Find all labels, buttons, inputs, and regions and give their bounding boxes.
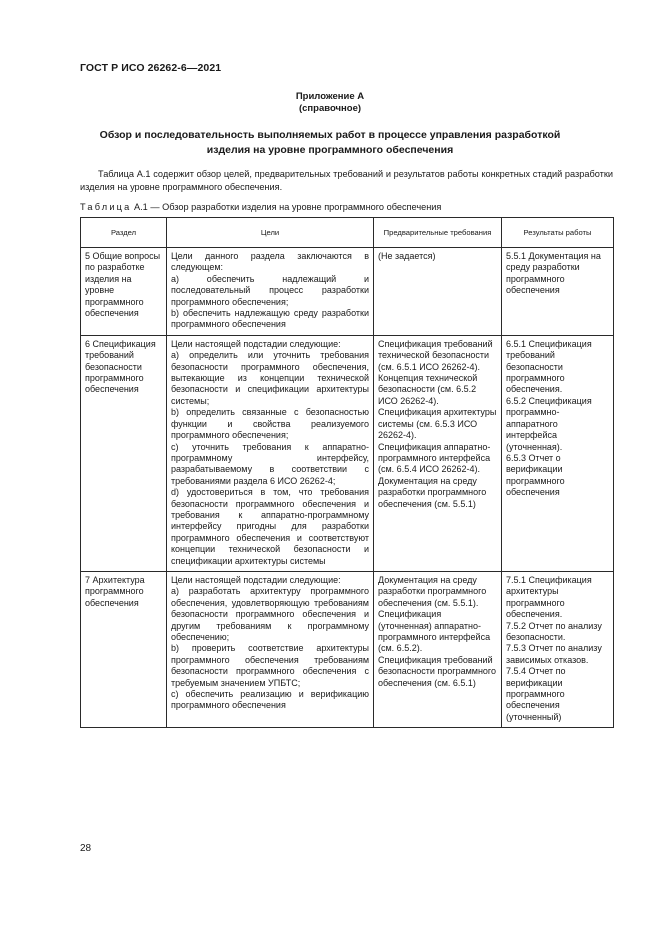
table-row [81,571,614,727]
section-heading: Обзор и последовательность выполняемых работ в процессе управления разработкой изделия на уровне программного обеспечения [99,129,561,156]
table-row [81,335,614,571]
annex-title: Приложение А [295,91,365,102]
column-header-results: Результаты работы [502,218,614,248]
cell-results: 7.5.1 Спецификация архитектуры программного обеспечения. 7.5.2 Отчет по анализу безопасности. 7.5.3 Отчет по анализу зависимых отказов. 7.5.4 Отчет по верификации программного обеспечения (уточненный) [502,571,614,727]
table-caption [80,202,441,212]
cell-prerequisites: Документация на среду разработки программного обеспечения (см. 5.5.1). Спецификация (уточненная) аппаратно-программного интерфейса (см. 6.5.2). Спецификация требований безопасности программного обеспечения (см. 6.5.1) [374,571,502,727]
column-header-goals: Цели [167,218,374,248]
cell-results: 6.5.1 Спецификация требований безопасности программного обеспечения. 6.5.2 Спецификация программно-аппаратного интерфейса (уточненная). 6.5.3 Отчет о верификации программного обеспечения [502,335,614,571]
table-row [81,248,614,336]
cell-section: 5 Общие вопросы по разработке изделия на уровне программного обеспечения [81,248,167,336]
overview-table [80,217,614,728]
cell-goals: Цели данного раздела заключаются в следующем: а) обеспечить надлежащий и последовательный процесс разработки программного обеспечения; b) обеспечить надлежащую среду разработки программного обеспечения [167,248,374,336]
table-caption-text: А.1 — Обзор разработки изделия на уровне программного обеспечения [134,202,442,212]
annex-subtitle: (справочное) [298,103,362,114]
column-header-section: Раздел [81,218,167,248]
intro-paragraph: Таблица А.1 содержит обзор целей, предварительных требований и результатов работы конкретных стадий разработки изделия на уровне программного обеспечения. [80,169,613,192]
cell-prerequisites: (Не задается) [374,248,502,336]
cell-prerequisites: Спецификация требований технической безопасности (см. 6.5.1 ИСО 26262-4). Концепция технической безопасности (см. 6.5.2 ИСО 26262-4). Спецификация архитектуры системы (см. 6.5.3 ИСО 26262-4). Спецификация аппаратно-программного интерфейса (см. 6.5.4 ИСО 26262-4). Документация на среду разработки программного обеспечения (см. 5.5.1) [374,335,502,571]
table-caption-label: Таблица [80,202,132,212]
table-body [81,248,614,728]
cell-goals: Цели настоящей подстадии следующие: а) определить или уточнить требования безопасности программного обеспечения, вытекающие из концепции технической безопасности и спецификации архитектуры системы; b) определить связанные с безопасностью функции и свойства реализуемого программного обеспечения; с) уточнить требования к аппаратно-программному интерфейсу, разрабатываемому в соответствии с требованиями раздела 6 ИСО 26262-4; d) удостовериться в том, что требования безопасности программного обеспечения и требования к аппаратно-программному интерфейсу пригодны для разработки программного обеспечения и соответствуют концепции технической безопасности и спецификации архитектуры системы [167,335,374,571]
cell-section: 7 Архитектура программного обеспечения [81,571,167,727]
cell-goals: Цели настоящей подстадии следующие: а) разработать архитектуру программного обеспечения, удовлетворяющую требованиям безопасности программного обеспечения и другим требованиям к программному обеспечению; b) проверить соответствие архитектуры программного обеспечения требованиям безопасности программного обеспечения с требуемым значением УПБТС; с) обеспечить реализацию и верификацию программного обеспечения [167,571,374,727]
column-header-prerequisites: Предварительные требования [374,218,502,248]
document-id: ГОСТ Р ИСО 26262-6—2021 [80,62,222,74]
cell-section: 6 Спецификация требований безопасности программного обеспечения [81,335,167,571]
page-number: 28 [80,843,92,854]
cell-results: 5.5.1 Документация на среду разработки программного обеспечения [502,248,614,336]
